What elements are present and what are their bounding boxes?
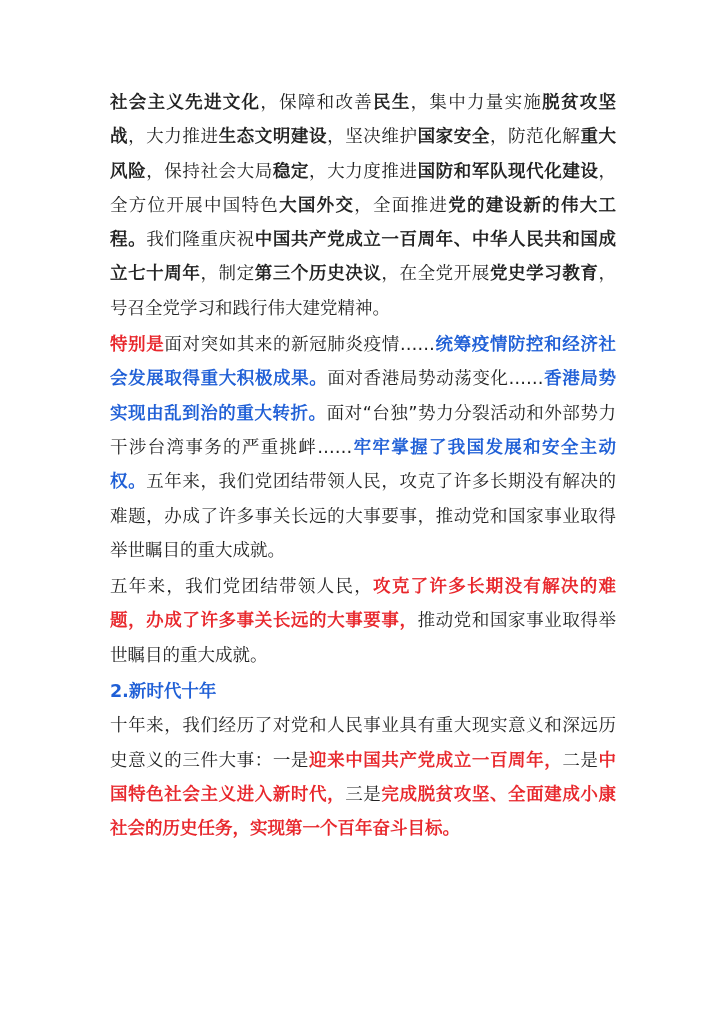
section-heading: 2.新时代十年 — [110, 682, 217, 703]
text-run: ，号召全党学习和践行伟大建党精神。 — [110, 264, 617, 319]
text-run: 五年来，我们党团结带领人民， — [110, 577, 374, 598]
text-run: 香港局势实现由乱到治的重大转折。 — [110, 369, 617, 424]
text-run: 我们隆重庆祝 — [146, 230, 255, 251]
text-run: 统筹疫情防控和经济社会发展取得重大积极成果。 — [110, 335, 617, 390]
text-run: 迎来中国共产党成立一百周年， — [309, 750, 563, 771]
text-run: 攻克了许多长期没有解决的难题，办成了许多事关长远的大事要事， — [110, 577, 617, 632]
paragraph-five-years — [110, 570, 616, 673]
text-run: 脱贫攻坚战 — [110, 93, 617, 148]
text-run: 二是 — [562, 750, 599, 771]
text-run: ，制定 — [200, 264, 255, 285]
text-run: 面对“台独”势力分裂活动和外部势力干涉台湾事务的严重挑衅…… — [110, 403, 617, 458]
text-run: 国防和军队现代化建设 — [417, 161, 599, 182]
text-run: 五年来，我们党团结带领人民，攻克了许多长期没有解决的难题，办成了许多事关长远的大事要事，推动党和国家事业取得举世瞩目的重大成就。 — [110, 472, 617, 561]
text-run: 牢牢掌握了我国发展和安全主动权。 — [110, 437, 617, 493]
document-page — [110, 86, 616, 847]
text-run: 面对突如其来的新冠肺炎疫情…… — [164, 335, 435, 356]
text-run: ，大力度推进 — [309, 161, 418, 182]
text-run: 党史学习教育 — [489, 264, 599, 285]
paragraph-achievements — [110, 86, 616, 326]
text-run: 面对香港局势动荡变化…… — [327, 369, 544, 390]
text-run: ，全方位开展中国特色 — [110, 161, 617, 216]
text-run: 中国特色社会主义进入新时代， — [110, 750, 617, 805]
text-run: 中国共产党成立一百周年、中华人民共和国成立七十周年 — [110, 230, 617, 285]
text-run: 生态文明建设 — [218, 127, 328, 148]
text-run: ，保障和改善 — [260, 93, 374, 113]
text-run: ，大力推进 — [128, 127, 219, 148]
text-run: 重大风险 — [110, 127, 617, 182]
text-run: ，坚决维护 — [327, 127, 418, 148]
text-run: ，保持社会大局 — [146, 161, 273, 182]
text-run: ，防范化解 — [489, 127, 581, 148]
text-run: 党的建设新的伟大工程。 — [110, 195, 617, 251]
text-run: 民生 — [373, 93, 411, 113]
text-run: 大国外交 — [279, 195, 355, 216]
text-run: 完成脱贫攻坚、全面建成小康社会的历史任务，实现第一个百年奋斗目标。 — [110, 784, 617, 840]
text-run: ，集中力量实施 — [410, 93, 543, 113]
text-run: 特别是 — [110, 335, 165, 356]
text-run: 十年来，我们经历了对党和人民事业具有重大现实意义和深远历史意义的三件大事：一是 — [110, 716, 616, 771]
text-run: 稳定 — [272, 161, 310, 182]
paragraph-ten-years — [110, 709, 616, 846]
text-run: 推动党和国家事业取得举世瞩目的重大成就。 — [110, 611, 617, 666]
text-run: 三是 — [345, 784, 382, 805]
paragraph-special-challenges — [110, 328, 616, 568]
text-run: 第三个历史决议 — [254, 264, 382, 285]
text-run: 国家安全 — [417, 127, 490, 148]
text-run: ，在全党开展 — [381, 264, 490, 285]
text-run: 社会主义先进文化 — [110, 93, 261, 113]
text-run: ，全面推进 — [354, 195, 449, 216]
